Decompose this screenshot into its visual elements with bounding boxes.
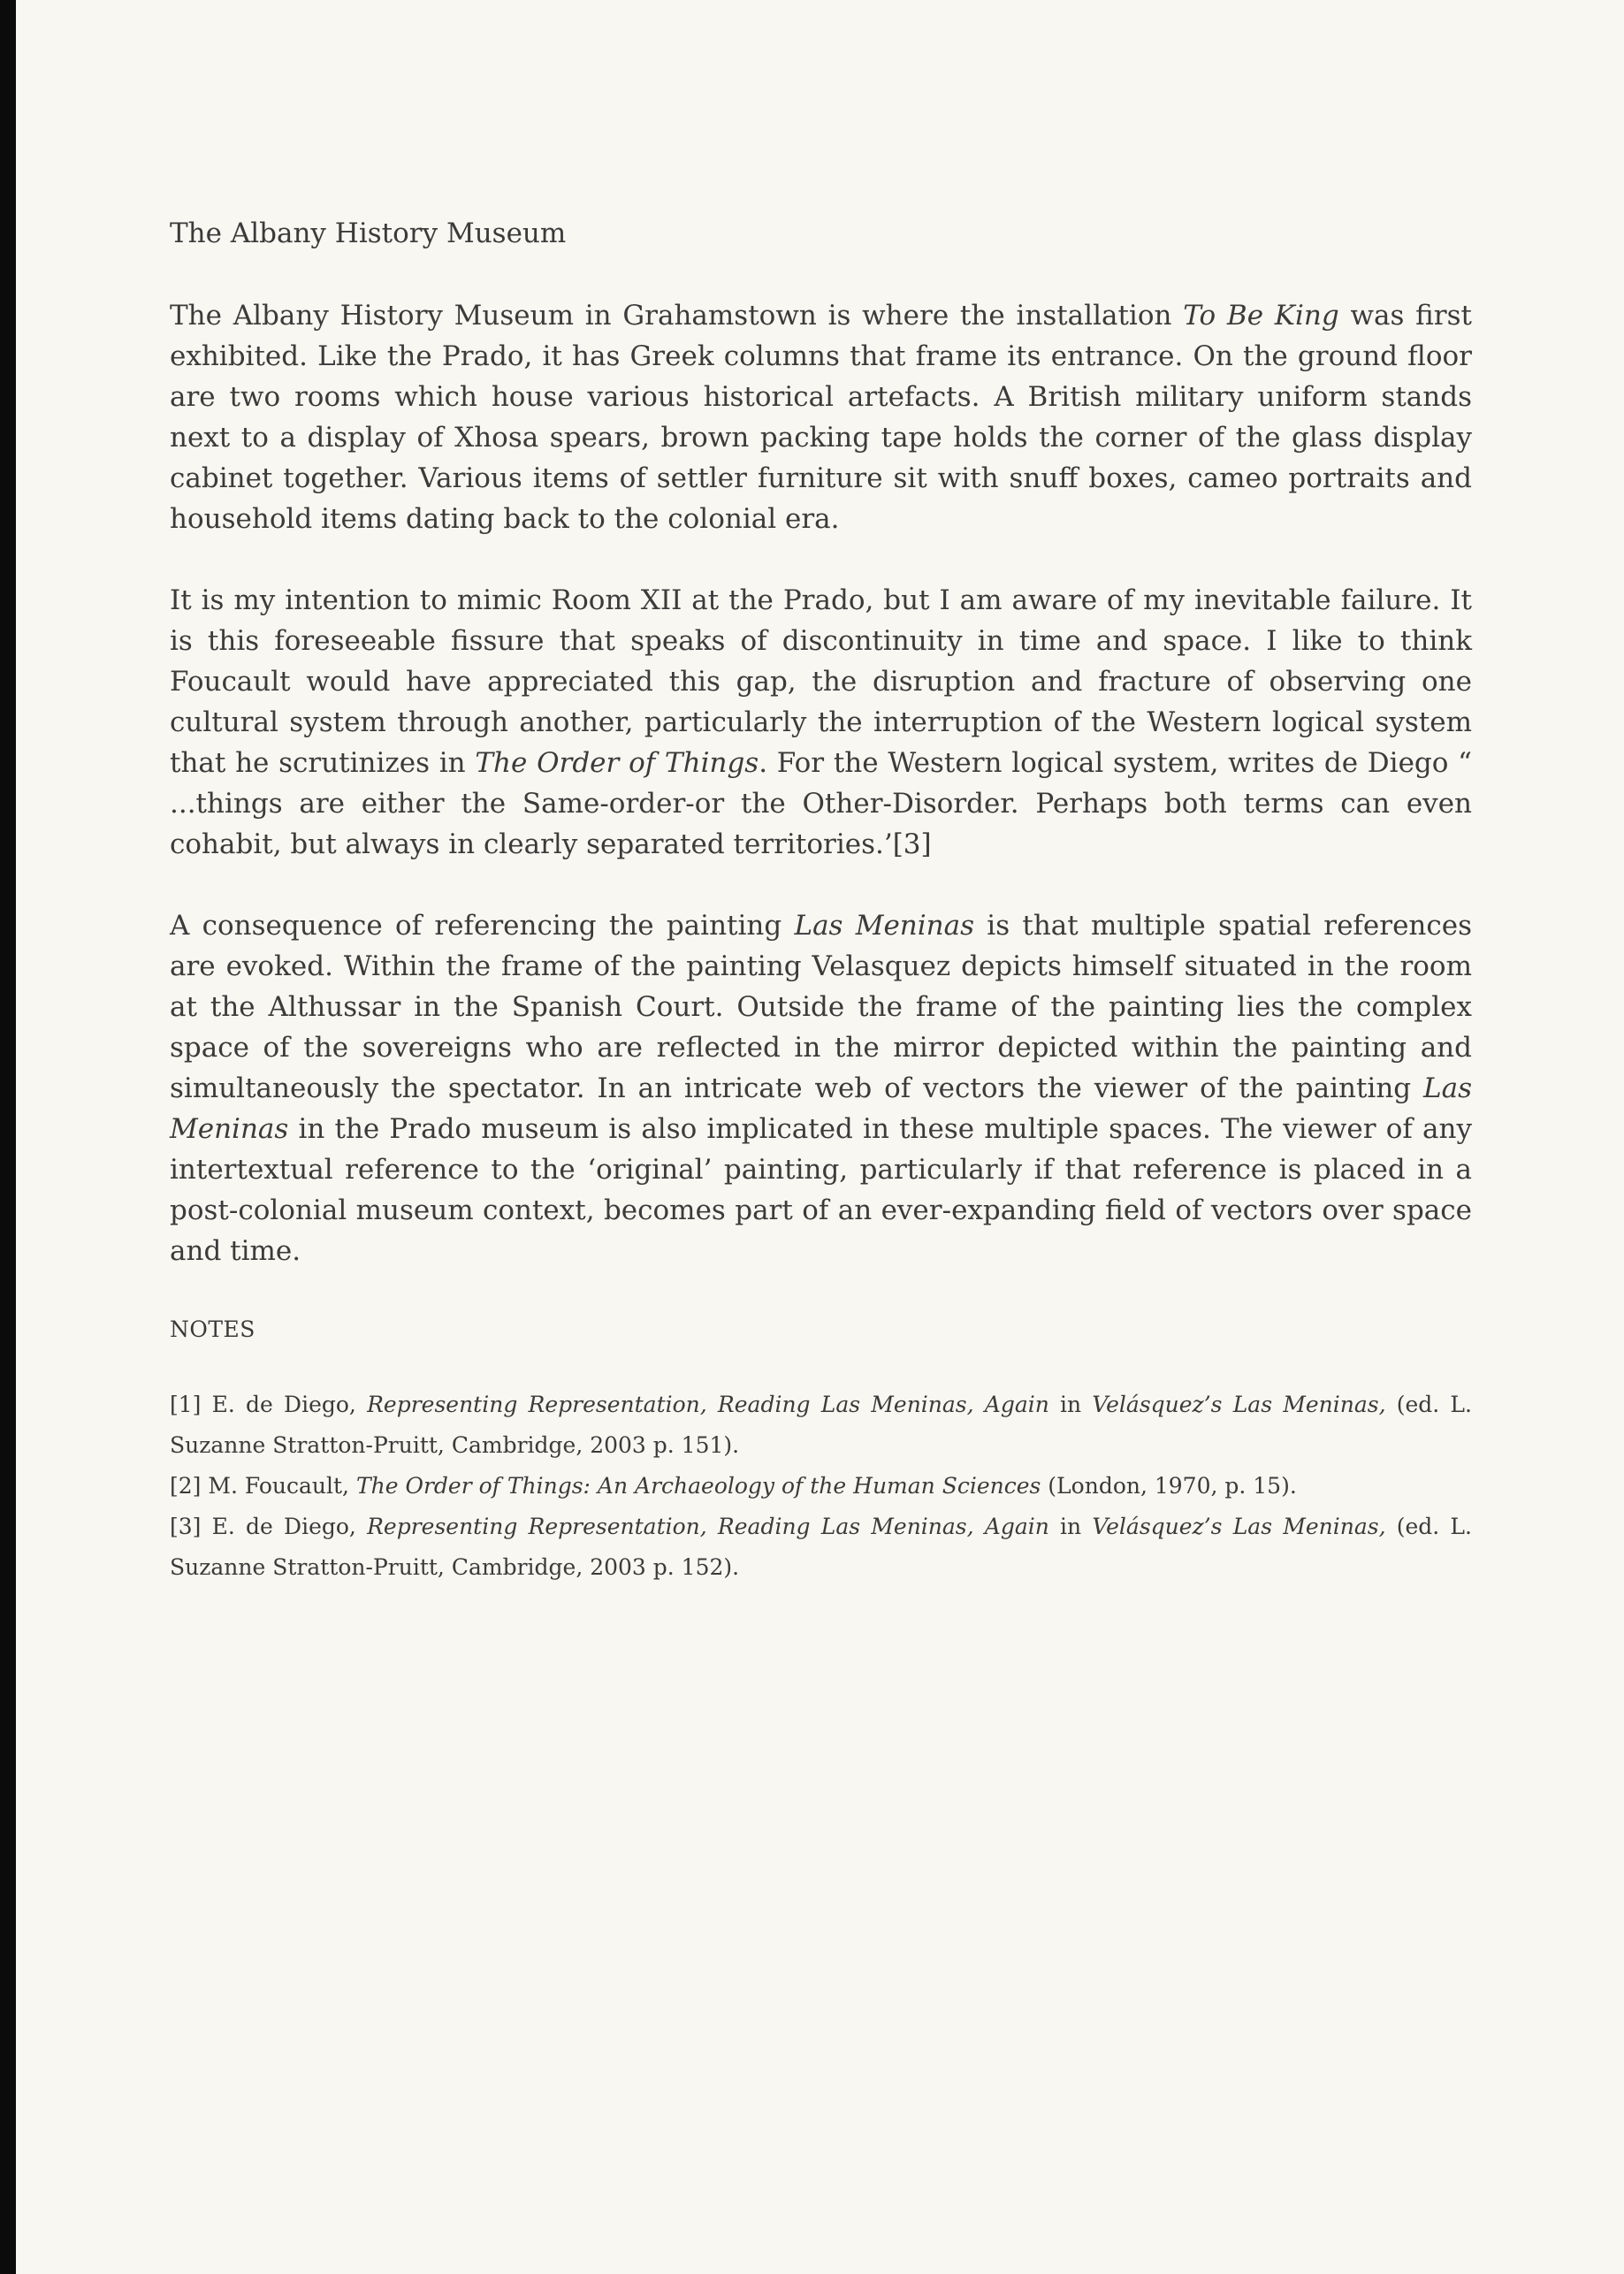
note-3-ref: [3] E. de Diego, (170, 1514, 368, 1539)
note-3-title: Representing Representation, Reading Las Meninas, Again (367, 1514, 1049, 1539)
para3-title-las-meninas: Las Meninas (794, 910, 975, 942)
document-page (170, 216, 1472, 1588)
note-2 (170, 1466, 1472, 1507)
para2-title-order-of-things: The Order of Things (475, 747, 759, 779)
para3-text-c: is that multiple spatial references are evoked. Within the frame of the painting Velasquez depicts himself situated in the room at the Althussar in the Spanish Court. Outside the frame of the painting lies the complex space of the sovereigns who are reflected in the mirror depicted within the painting and simultaneously the spectator. In an intricate web of vectors the viewer of the painting (170, 910, 1472, 1104)
note-3 (170, 1507, 1472, 1588)
page-edge-bar (0, 0, 16, 2274)
note-2-pub: (London, 1970, p. 15). (1041, 1473, 1297, 1499)
notes-heading: NOTES (170, 1316, 255, 1342)
paragraph-intention (170, 580, 1472, 865)
para2-text-a: It is my intention to mimic Room XII at the Prado, but I am aware of my inevitable failure. It is this foreseeable fissure that speaks of discontinuity in time and space. I like to think Foucault would have appreciated this gap, the disruption and fracture of observing one cultural system through another, particularly the interruption of the Western logical system that he scrutinizes in (170, 584, 1472, 779)
note-1 (170, 1385, 1472, 1466)
para1-text-a: The Albany History Museum in Grahamstown is where the installation (170, 300, 1184, 332)
note-3-book: Velásquez’s Las Meninas, (1092, 1514, 1386, 1539)
para3-text-a: A consequence of referencing the painting (170, 910, 795, 942)
para2-text-c: . For the Western logical system, writes de Diego “ ...things are either the Same-order-or the Other-Disorder. Perhaps both terms can even cohabit, but always in clearly separated territories.’[3] (170, 747, 1472, 860)
note-2-ref: [2] M. Foucault, (170, 1473, 356, 1499)
paragraph-consequence (170, 905, 1472, 1271)
note-3-in: in (1048, 1514, 1093, 1539)
note-1-in: in (1048, 1392, 1093, 1417)
note-3-pub: (ed. L. Suzanne Stratton-Pruitt, Cambridge, 2003 p. 152). (170, 1514, 1472, 1580)
para1-title-to-be-king: To Be King (1183, 300, 1339, 332)
note-1-title: Representing Representation, Reading Las Meninas, Again (367, 1392, 1049, 1417)
note-1-ref: [1] E. de Diego, (170, 1392, 368, 1417)
para1-text-c: was first exhibited. Like the Prado, it has Greek columns that frame its entrance. On the ground floor are two rooms which house various historical artefacts. A British military uniform stands next to a display of Xhosa spears, brown packing tape holds the corner of the glass display cabinet together. Various items of settler furniture sit with snuff boxes, cameo portraits and household items dating back to the colonial era. (170, 300, 1472, 535)
para3-title-las-meninas-2: Las Meninas (170, 1072, 1472, 1145)
paragraph-albany (170, 295, 1472, 539)
para3-text-e: in the Prado museum is also implicated in these multiple spaces. The viewer of any intertextual reference to the ‘original’ painting, particularly if that reference is placed in a post-colonial museum context, becomes part of an ever-expanding field of vectors over space and time. (170, 1113, 1472, 1267)
note-2-title: The Order of Things: An Archaeology of the Human Sciences (355, 1473, 1041, 1499)
note-1-book: Velásquez’s Las Meninas, (1092, 1392, 1386, 1417)
note-1-pub: (ed. L. Suzanne Stratton-Pruitt, Cambridge, 2003 p. 151). (170, 1392, 1472, 1458)
section-title: The Albany History Museum (170, 217, 567, 249)
